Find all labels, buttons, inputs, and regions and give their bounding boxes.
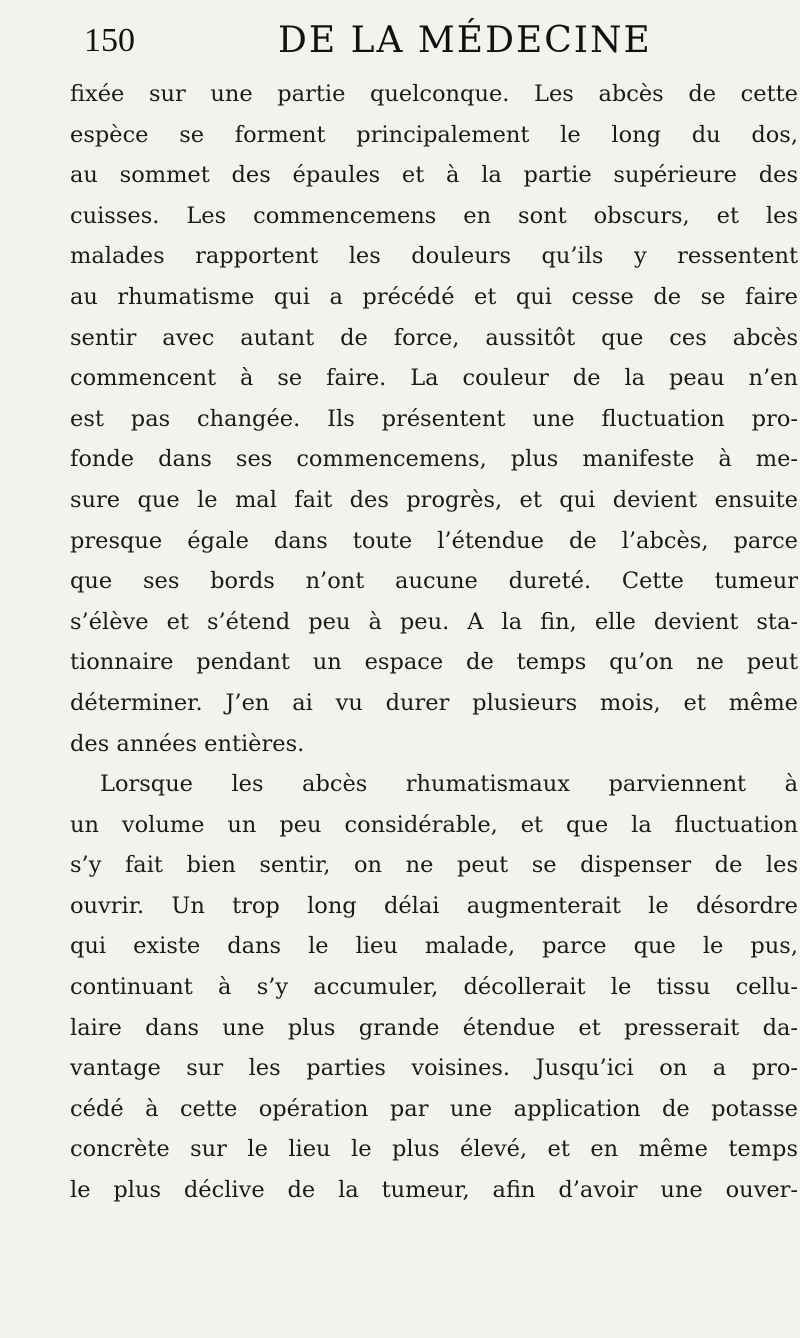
text-line: Lorsque les abcès rhumatismaux parviennent à: [100, 771, 798, 798]
paragraph-2: [70, 764, 798, 1211]
text-line: déterminer. J’en ai vu durer plusieurs mois, et même: [70, 689, 798, 716]
text-line: que ses bords n’ont aucune dureté. Cette tumeur: [70, 568, 798, 595]
text-line: fixée sur une partie quelconque. Les abcès de cette: [70, 81, 798, 107]
text-line: sentir avec autant de force, aussitôt que ces abcès: [70, 324, 798, 351]
page-header: [70, 14, 780, 64]
text-line: cuisses. Les commencemens en sont obscurs, et les: [70, 202, 798, 229]
text-line: espèce se forment principalement le long du dos,: [70, 121, 798, 148]
text-line: le plus déclive de la tumeur, afin d’avoir une ouver-: [70, 1177, 798, 1204]
text-line: au sommet des épaules et à la partie supérieure des: [70, 162, 798, 189]
text-line: laire dans une plus grande étendue et presserait da-: [70, 1014, 798, 1041]
text-line: ouvrir. Un trop long délai augmenterait le désordre: [70, 892, 798, 919]
text-line: des années entières.: [70, 730, 305, 757]
text-line: s’élève et s’étend peu à peu. A la fin, elle devient sta-: [70, 608, 798, 635]
text-line: est pas changée. Ils présentent une fluctuation pro-: [70, 405, 798, 432]
running-head: DE LA MÉDECINE: [278, 20, 652, 61]
text-line: cédé à cette opération par une application de potasse: [70, 1095, 798, 1122]
text-line: au rhumatisme qui a précédé et qui cesse de se faire: [70, 283, 798, 310]
text-line: concrète sur le lieu le plus élevé, et en même temps: [70, 1136, 798, 1163]
paragraph-1: [70, 74, 798, 764]
text-line: sure que le mal fait des progrès, et qui devient ensuite: [70, 486, 798, 513]
text-line: malades rapportent les douleurs qu’ils y ressentent: [70, 243, 798, 270]
body-text: [70, 74, 798, 1211]
text-line: commencent à se faire. La couleur de la peau n’en: [70, 365, 798, 392]
text-line: presque égale dans toute l’étendue de l’abcès, parce: [70, 527, 798, 554]
text-line: qui existe dans le lieu malade, parce que le pus,: [70, 933, 798, 960]
page-number: 150: [84, 22, 135, 59]
text-line: s’y fait bien sentir, on ne peut se dispenser de les: [70, 852, 798, 879]
text-line: vantage sur les parties voisines. Jusqu’ici on a pro-: [70, 1055, 798, 1082]
text-line: fonde dans ses commencemens, plus manifeste à me-: [70, 446, 798, 473]
text-line: tionnaire pendant un espace de temps qu’on ne peut: [70, 649, 798, 676]
text-line: un volume un peu considérable, et que la fluctuation: [70, 811, 798, 838]
text-line: continuant à s’y accumuler, décollerait le tissu cellu-: [70, 974, 798, 1001]
